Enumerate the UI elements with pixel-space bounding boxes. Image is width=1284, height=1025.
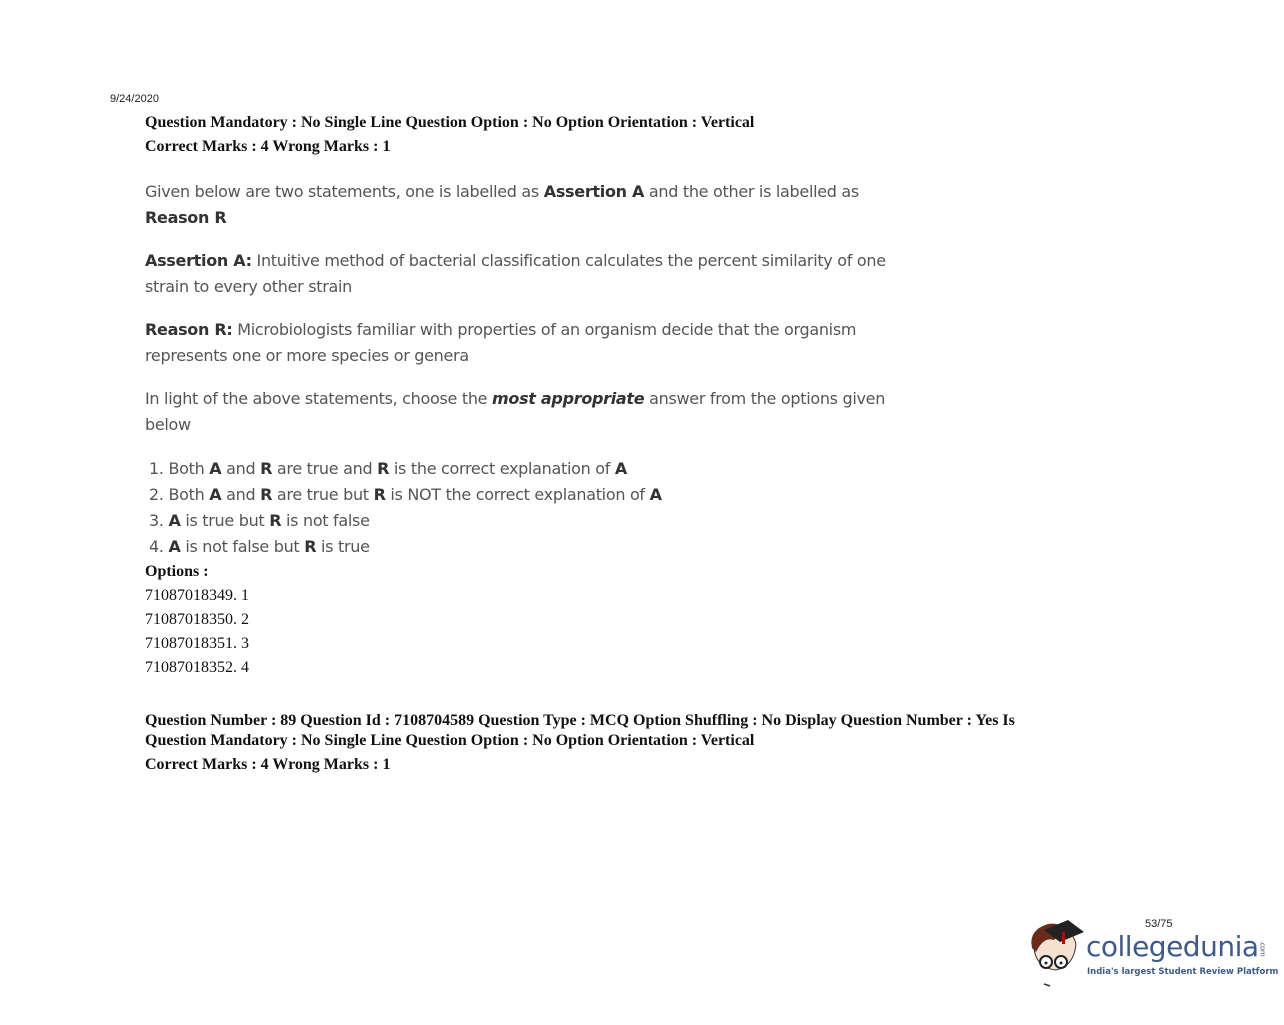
choice-2: 2. Both A and R are true but R is NOT the correct explanation of A	[149, 485, 662, 504]
option-id: 71087018351. 3	[145, 635, 249, 652]
option-id: 71087018352. 4	[145, 659, 249, 676]
question-meta: Question Mandatory : No Single Line Question Option : No Option Orientation : Vertical	[145, 732, 755, 749]
brand-logo: collegedunia.com	[1086, 930, 1267, 963]
page-number: 53/75	[1145, 918, 1173, 930]
brand-tagline: India's largest Student Review Platform	[1087, 967, 1279, 977]
reason-cont: represents one or more species or genera	[145, 346, 469, 365]
option-id: 71087018349. 1	[145, 587, 249, 604]
mascot-logo-icon	[1024, 918, 1086, 988]
print-date: 9/24/2020	[110, 93, 159, 105]
question-meta: Question Mandatory : No Single Line Question Option : No Option Orientation : Vertical	[145, 114, 755, 131]
intro-text-2: Reason R	[145, 208, 227, 227]
question-meta: Question Number : 89 Question Id : 7108704589 Question Type : MCQ Option Shuffling : No Display Question Number : Yes Is	[145, 712, 1015, 729]
marks-info: Correct Marks : 4 Wrong Marks : 1	[145, 138, 391, 155]
instruction: In light of the above statements, choose the most appropriate answer from the options given	[145, 389, 886, 408]
choice-1: 1. Both A and R are true and R is the correct explanation of A	[149, 459, 627, 478]
instruction-cont: below	[145, 415, 191, 434]
option-id: 71087018350. 2	[145, 611, 249, 628]
choice-4: 4. A is not false but R is true	[149, 537, 370, 556]
options-label: Options :	[145, 563, 209, 580]
choice-3: 3. A is true but R is not false	[149, 511, 370, 530]
reason: Reason R: Microbiologists familiar with properties of an organism decide that the organism	[145, 320, 857, 339]
assertion-cont: strain to every other strain	[145, 277, 352, 296]
intro-text: Given below are two statements, one is labelled as Assertion A and the other is labelled as	[145, 182, 859, 201]
assertion: Assertion A: Intuitive method of bacterial classification calculates the percent similarity of one	[145, 251, 886, 270]
marks-info: Correct Marks : 4 Wrong Marks : 1	[145, 756, 391, 773]
